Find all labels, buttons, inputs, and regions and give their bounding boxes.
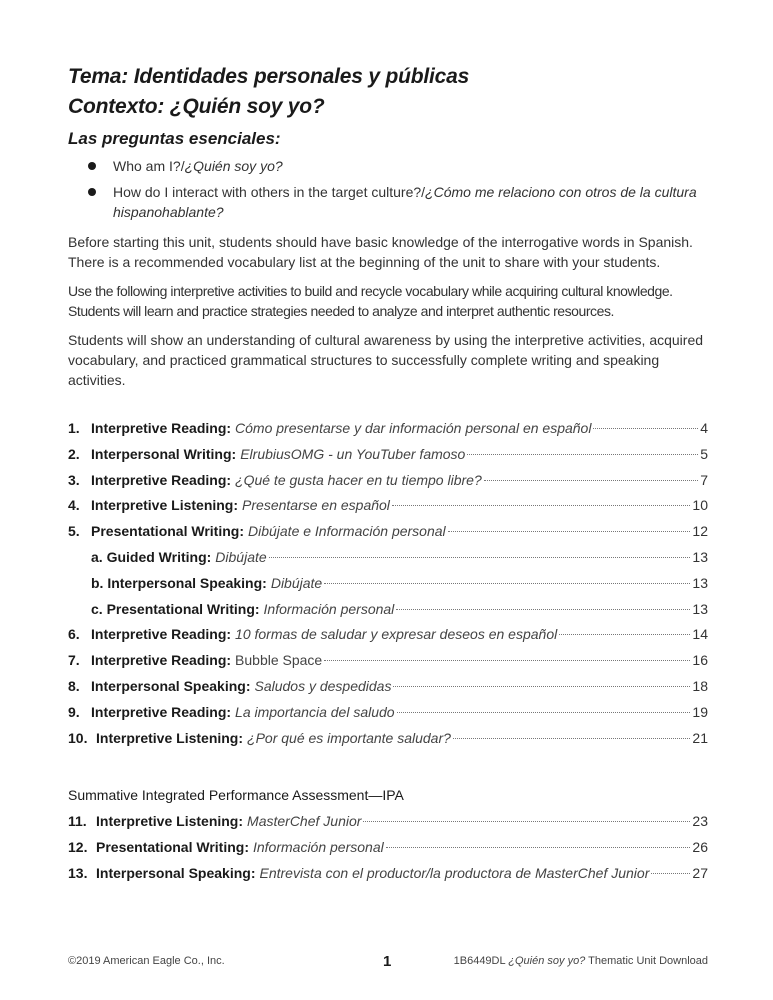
toc-page: 13 (692, 574, 708, 591)
toc-page: 13 (692, 548, 708, 565)
toc-page: 18 (692, 677, 708, 694)
toc-entry-8[interactable] (68, 674, 708, 700)
toc-label: b. Interpersonal Speaking: (91, 574, 267, 591)
toc-label: Interpretive Reading: (91, 626, 232, 643)
intro-paragraph: Before starting this unit, students should have basic knowledge of the interrogative words in Spanish. There is a recommended vocabulary list at the beginning of the unit to share with your students. (68, 234, 693, 270)
toc-entry-13[interactable] (68, 861, 708, 887)
toc-title: ¿Qué te gusta hacer en tu tiempo libre? (235, 471, 482, 488)
toc-title: ElrubiusOMG - un YouTuber famoso (240, 445, 466, 462)
document-page (68, 62, 708, 887)
summative-heading: Summative Integrated Performance Assessment—IPA (68, 787, 404, 804)
toc-page: 5 (700, 445, 708, 462)
question-es: ¿Quién soy yo? (184, 158, 283, 174)
product-title: ¿Quién soy yo? (508, 955, 586, 967)
dot-leader (448, 531, 691, 532)
toc-label: Interpretive Listening: (96, 813, 244, 830)
question-es: ¿Cómo me relaciono con otros de la cultura hispanohablante? (113, 184, 697, 220)
preguntas-heading: Las preguntas esenciales: (68, 129, 281, 148)
toc-title: Cómo presentarse y dar información personal en español (235, 420, 592, 436)
toc-entry-5[interactable] (68, 519, 708, 545)
product-info (454, 955, 708, 967)
toc-entry-1[interactable] (68, 416, 708, 442)
toc-page: 27 (692, 864, 708, 881)
toc-title: Dibújate e Información personal (247, 523, 446, 540)
toc-label: Interpretive Reading: (91, 471, 232, 488)
toc-label: a. Guided Writing: (91, 548, 212, 565)
toc-number: 11. (68, 813, 87, 830)
product-code: 1B6449DL (453, 955, 509, 967)
toc-entry-12[interactable] (68, 835, 708, 861)
toc-label: Interpretive Reading: (91, 652, 232, 669)
toc-label: Presentational Writing: (91, 523, 244, 540)
toc-title: Dibújate (270, 574, 323, 591)
toc-page: 13 (692, 600, 708, 617)
dot-leader (484, 480, 698, 481)
dot-leader (269, 557, 691, 558)
toc-page: 14 (692, 626, 708, 643)
dot-leader (396, 609, 690, 610)
dot-leader (386, 847, 691, 848)
toc-number: 10. (68, 729, 88, 746)
dot-leader (593, 428, 698, 429)
contexto-heading: Contexto: ¿Quién soy yo? (68, 95, 325, 118)
toc-entry-5c[interactable] (68, 597, 708, 623)
toc-label: Interpretive Listening: (91, 497, 239, 514)
toc-title: Información personal (252, 838, 384, 855)
toc-page: 19 (692, 703, 708, 720)
toc-entry-6[interactable] (68, 622, 708, 648)
toc-page: 16 (692, 652, 708, 669)
toc-page: 21 (692, 729, 708, 746)
toc-entry-10[interactable] (68, 726, 708, 752)
product-suffix: Thematic Unit Download (585, 955, 708, 967)
dot-leader (651, 873, 690, 874)
toc-label: Interpersonal Speaking: (91, 677, 251, 694)
toc-label: Interpersonal Writing: (91, 445, 237, 462)
essential-questions-list (68, 156, 708, 222)
toc-entry-7[interactable] (68, 648, 708, 674)
toc-number: 13. (68, 864, 88, 881)
toc-entry-11[interactable] (68, 809, 708, 835)
toc-number: 9. (68, 703, 80, 720)
dot-leader (363, 821, 690, 822)
table-of-contents (68, 416, 708, 887)
tema-heading: Tema: Identidades personales y públicas (68, 65, 470, 88)
bullet-icon (88, 162, 96, 170)
dot-leader (467, 454, 698, 455)
dot-leader (324, 660, 690, 661)
toc-label: c. Presentational Writing: (91, 600, 260, 617)
toc-label: Presentational Writing: (96, 838, 249, 855)
toc-label: Interpretive Listening: (96, 729, 244, 746)
awareness-paragraph: Students will show an understanding of cultural awareness by using the interpretive activities, acquired vocabulary, and practiced grammatical structures to successfully complete writing and speaking activities. (68, 332, 704, 388)
bullet-icon (88, 188, 96, 196)
toc-title: Bubble Space (235, 652, 323, 669)
toc-page: 23 (692, 813, 708, 830)
toc-title: Saludos y despedidas (254, 677, 392, 694)
toc-entry-9[interactable] (68, 700, 708, 726)
toc-title: La importancia del saludo (235, 703, 395, 720)
toc-label: Interpretive Reading: (91, 420, 232, 436)
toc-title: ¿Por qué es importante saludar? (247, 729, 451, 746)
toc-label: Interpretive Reading: (91, 703, 232, 720)
toc-title: Entrevista con el productor/la productora de MasterChef Junior (259, 864, 650, 881)
question-item (68, 156, 708, 176)
dot-leader (397, 712, 691, 713)
question-item (68, 182, 708, 222)
toc-label: Interpersonal Speaking: (96, 864, 256, 881)
toc-number: 1. (68, 420, 80, 436)
page-number: 1 (383, 953, 392, 970)
toc-number: 5. (68, 523, 80, 540)
toc-title: Información personal (263, 600, 395, 617)
toc-page: 10 (692, 497, 708, 514)
copyright-text: ©2019 American Eagle Co., Inc. (68, 955, 225, 967)
toc-title: Presentarse en español (242, 497, 390, 514)
toc-entry-2[interactable] (68, 442, 708, 468)
dot-leader (453, 738, 691, 739)
activities-paragraph: Use the following interpretive activities to build and recycle vocabulary while acquiring cultural knowledge. Students will learn and practice strategies needed to analyze and interpret authentic resources. (68, 283, 673, 319)
toc-title: MasterChef Junior (247, 813, 362, 830)
toc-entry-5b[interactable] (68, 571, 708, 597)
toc-entry-3[interactable] (68, 468, 708, 494)
dot-leader (393, 686, 690, 687)
dot-leader (392, 505, 691, 506)
toc-entry-4[interactable] (68, 493, 708, 519)
question-en: How do I interact with others in the target culture?/ (113, 184, 426, 200)
toc-title: 10 formas de saludar y expresar deseos en español (235, 626, 558, 643)
question-en: Who am I?/ (113, 158, 185, 174)
toc-number: 4. (68, 497, 80, 514)
toc-page: 7 (700, 471, 708, 488)
toc-number: 8. (68, 677, 80, 694)
toc-number: 2. (68, 445, 80, 462)
toc-number: 3. (68, 471, 80, 488)
toc-number: 12. (68, 838, 88, 855)
toc-page: 4 (700, 420, 708, 436)
toc-title: Dibújate (215, 548, 267, 565)
dot-leader (324, 583, 690, 584)
toc-entry-5a[interactable] (68, 545, 708, 571)
dot-leader (559, 634, 690, 635)
toc-page: 26 (692, 838, 708, 855)
toc-number: 6. (68, 626, 80, 643)
toc-number: 7. (68, 652, 80, 669)
toc-page: 12 (692, 523, 708, 540)
